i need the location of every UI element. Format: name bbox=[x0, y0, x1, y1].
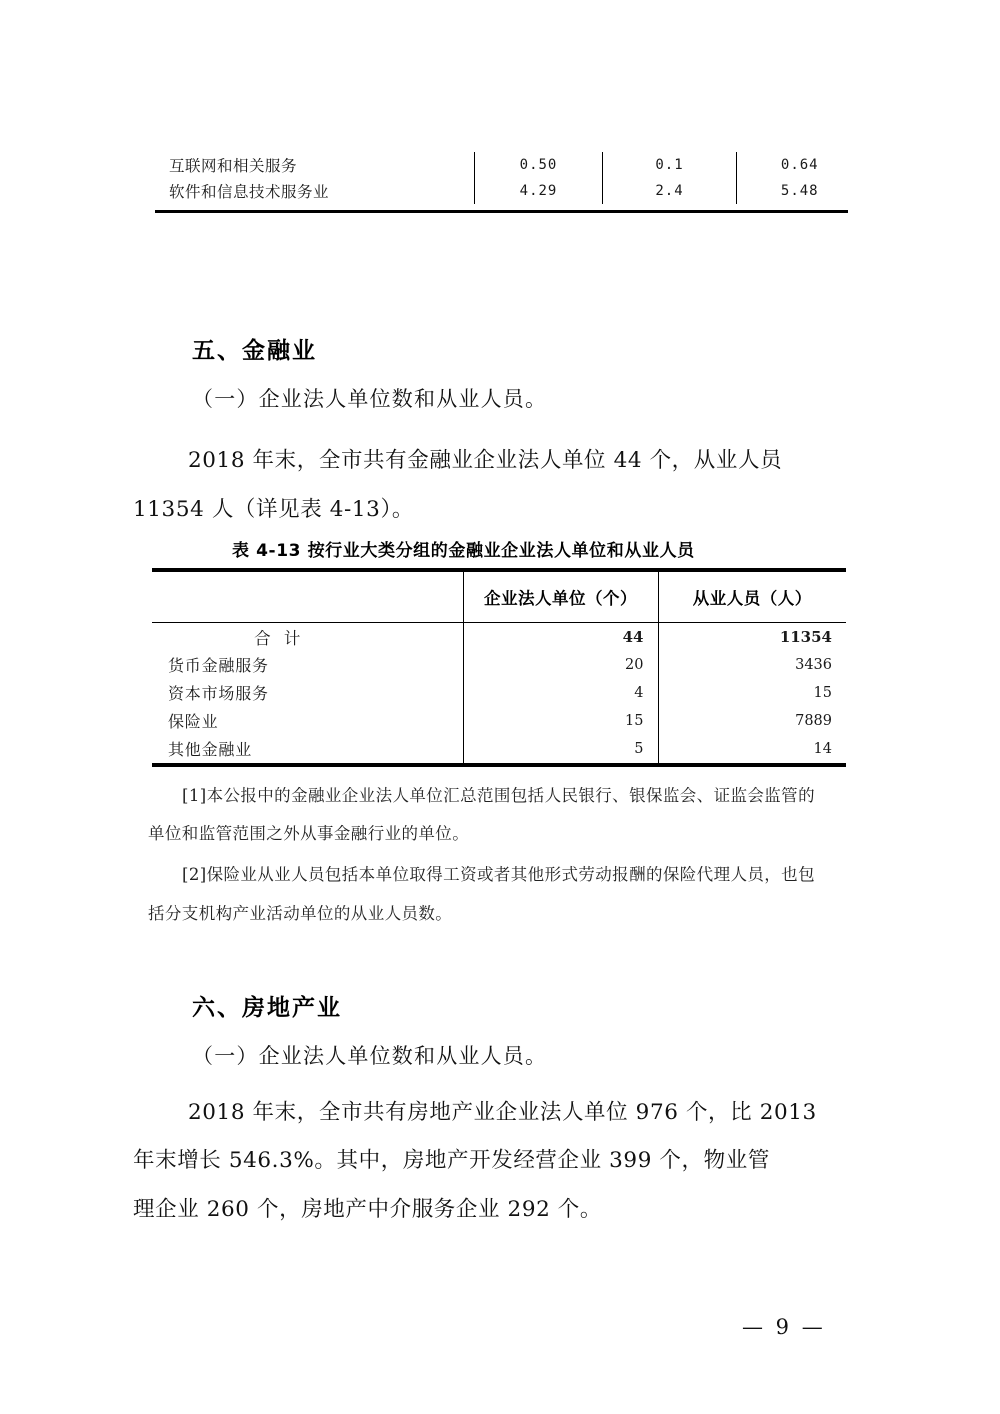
section-heading-realestate: 六、房地产业 bbox=[192, 995, 342, 1021]
column-header-blank bbox=[152, 572, 463, 622]
paragraph-realestate-line1: 2018 年末，全市共有房地产业企业法人单位 976 个，比 2013 bbox=[188, 1100, 817, 1125]
row-value-staff: 3436 bbox=[658, 651, 846, 679]
paragraph-finance-line2: 11354 人（详见表 4-13）。 bbox=[133, 497, 414, 522]
row-label: 合 计 bbox=[254, 628, 305, 648]
paragraph-finance-line1: 2018 年末，全市共有金融业企业法人单位 44 个，从业人员 bbox=[188, 448, 783, 473]
table-4-13 bbox=[152, 568, 846, 767]
row-label: 资本市场服务 bbox=[168, 684, 269, 704]
row-value-staff: 7889 bbox=[658, 707, 846, 735]
table-bottom-rule bbox=[152, 763, 846, 767]
table-row bbox=[152, 679, 846, 707]
table-row bbox=[155, 178, 863, 204]
table-note-2-line1: [2]保险业从业人员包括本单位取得工资或者其他形式劳动报酬的保险代理人员，也包 bbox=[182, 865, 815, 884]
table-row-total bbox=[152, 623, 846, 651]
row-label: 其他金融业 bbox=[168, 740, 253, 760]
row-value: 0.64 bbox=[737, 152, 863, 178]
table-caption: 表 4-13 按行业大类分组的金融业企业法人单位和从业人员 bbox=[232, 541, 695, 561]
row-value-staff: 11354 bbox=[658, 623, 846, 651]
table-row bbox=[152, 735, 846, 763]
row-value: 0.1 bbox=[603, 152, 737, 178]
row-value-units: 5 bbox=[463, 735, 658, 763]
page-number: — 9 — bbox=[742, 1315, 826, 1339]
row-label: 货币金融服务 bbox=[168, 656, 269, 676]
row-label: 互联网和相关服务 bbox=[169, 157, 298, 175]
table-bottom-rule bbox=[155, 210, 848, 213]
row-value-units: 4 bbox=[463, 679, 658, 707]
table-note-2-line2: 括分支机构产业活动单位的从业人员数。 bbox=[148, 904, 453, 923]
table-header-row bbox=[152, 572, 846, 622]
row-value: 5.48 bbox=[737, 178, 863, 204]
continued-table bbox=[155, 152, 848, 204]
column-header-units: 企业法人单位（个） bbox=[463, 572, 658, 622]
table-row bbox=[155, 152, 863, 178]
paragraph-realestate-line3: 理企业 260 个，房地产中介服务企业 292 个。 bbox=[133, 1197, 603, 1222]
row-value-units: 44 bbox=[463, 623, 658, 651]
table-row bbox=[152, 651, 846, 679]
row-label: 保险业 bbox=[168, 712, 219, 732]
row-value-units: 15 bbox=[463, 707, 658, 735]
row-value-staff: 15 bbox=[658, 679, 846, 707]
table-note-1-line2: 单位和监管范围之外从事金融行业的单位。 bbox=[148, 824, 470, 843]
row-value: 2.4 bbox=[603, 178, 737, 204]
row-value-units: 20 bbox=[463, 651, 658, 679]
paragraph-realestate-line2: 年末增长 546.3%。其中，房地产开发经营企业 399 个，物业管 bbox=[133, 1148, 770, 1173]
subsection-heading-finance: （一）企业法人单位数和从业人员。 bbox=[192, 387, 548, 411]
section-heading-finance: 五、金融业 bbox=[192, 338, 317, 364]
row-label: 软件和信息技术服务业 bbox=[169, 183, 330, 201]
row-value: 0.50 bbox=[475, 152, 603, 178]
subsection-heading-realestate: （一）企业法人单位数和从业人员。 bbox=[192, 1044, 548, 1068]
column-header-staff: 从业人员（人） bbox=[658, 572, 846, 622]
table-note-1-line1: [1]本公报中的金融业企业法人单位汇总范围包括人民银行、银保监会、证监会监管的 bbox=[182, 786, 815, 805]
row-value-staff: 14 bbox=[658, 735, 846, 763]
row-value: 4.29 bbox=[475, 178, 603, 204]
table-row bbox=[152, 707, 846, 735]
